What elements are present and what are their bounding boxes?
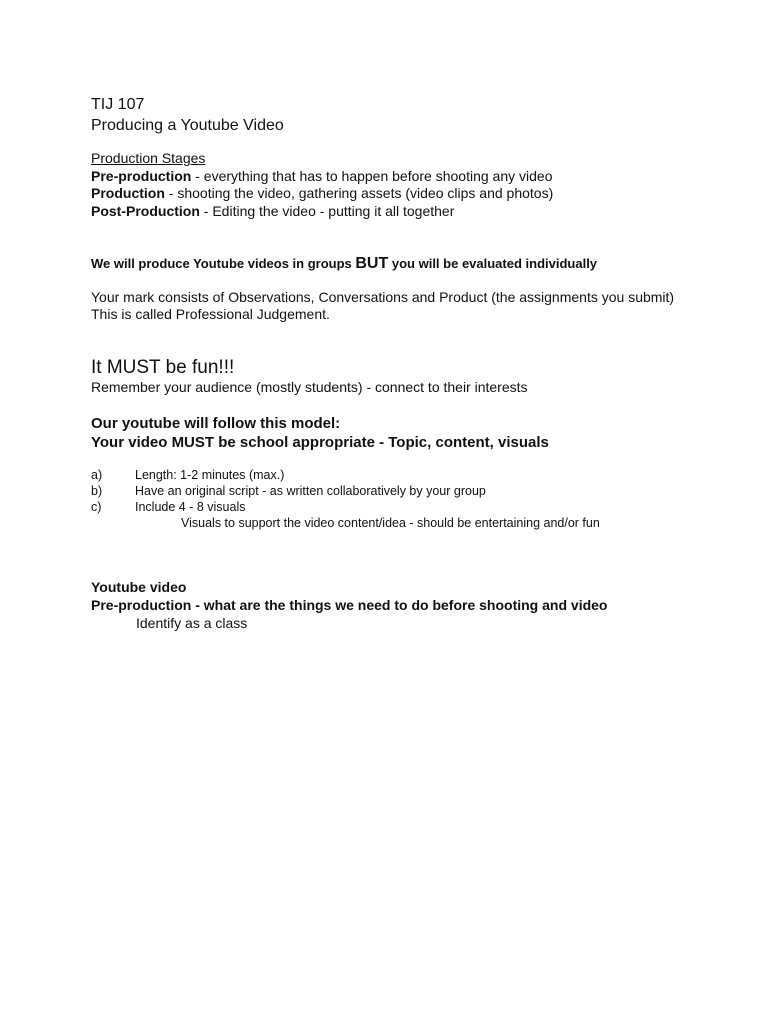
yt-preproduction: Pre-production - what are the things we need to do before shooting and video xyxy=(91,597,608,613)
stages-heading: Production Stages xyxy=(91,150,206,166)
statement-post: you will be evaluated individually xyxy=(388,256,598,271)
yt-identify: Identify as a class xyxy=(136,615,248,631)
list-text: Length: 1-2 minutes (max.) xyxy=(135,468,285,482)
stage-line xyxy=(91,168,553,186)
list-label: a) xyxy=(91,468,103,482)
stage-desc: - Editing the video - putting it all together xyxy=(199,202,455,219)
youtube-video-section xyxy=(91,578,607,632)
mark-line: This is called Professional Judgement. xyxy=(91,306,330,322)
statement-emphasis: BUT xyxy=(355,255,389,272)
requirements-list xyxy=(91,467,600,531)
stage-desc: - shooting the video, gathering assets (video clips and photos) xyxy=(164,185,554,201)
stage-line xyxy=(91,185,553,203)
model-line: Our youtube will follow this model: xyxy=(91,415,341,432)
fun-section xyxy=(91,357,528,396)
list-subitem: Visuals to support the video content/idea - should be entertaining and/or fun xyxy=(181,516,600,530)
list-item xyxy=(91,467,600,483)
yt-heading: Youtube video xyxy=(91,579,187,595)
document-title: Producing a Youtube Video xyxy=(91,117,284,134)
stage-term: Production xyxy=(91,185,165,201)
model-section xyxy=(91,414,549,452)
stage-line xyxy=(91,203,553,221)
model-line: Your video MUST be school appropriate - Topic, content, visuals xyxy=(91,434,549,451)
mark-line: Your mark consists of Observations, Conversations and Product (the assignments you submit) xyxy=(91,289,675,305)
list-item xyxy=(91,483,600,499)
list-text: Include 4 - 8 visuals xyxy=(135,500,246,514)
production-stages xyxy=(91,150,553,220)
course-code: TIJ 107 xyxy=(91,96,145,113)
title-block xyxy=(91,94,284,136)
fun-subtext: Remember your audience (mostly students) - connect to their interests xyxy=(91,379,528,395)
fun-heading: It MUST be fun!!! xyxy=(91,357,235,378)
stage-desc: - everything that has to happen before shooting any video xyxy=(191,167,553,184)
stage-term: Pre-production xyxy=(91,167,192,184)
list-item xyxy=(91,499,600,515)
stage-term: Post-Production xyxy=(91,202,200,219)
list-label: b) xyxy=(91,484,103,498)
list-text: Have an original script - as written collaboratively by your group xyxy=(135,484,486,498)
list-label: c) xyxy=(91,500,102,514)
statement-pre: We will produce Youtube videos in groups xyxy=(91,256,356,271)
evaluation-statement xyxy=(91,255,597,273)
mark-paragraph xyxy=(91,289,674,323)
